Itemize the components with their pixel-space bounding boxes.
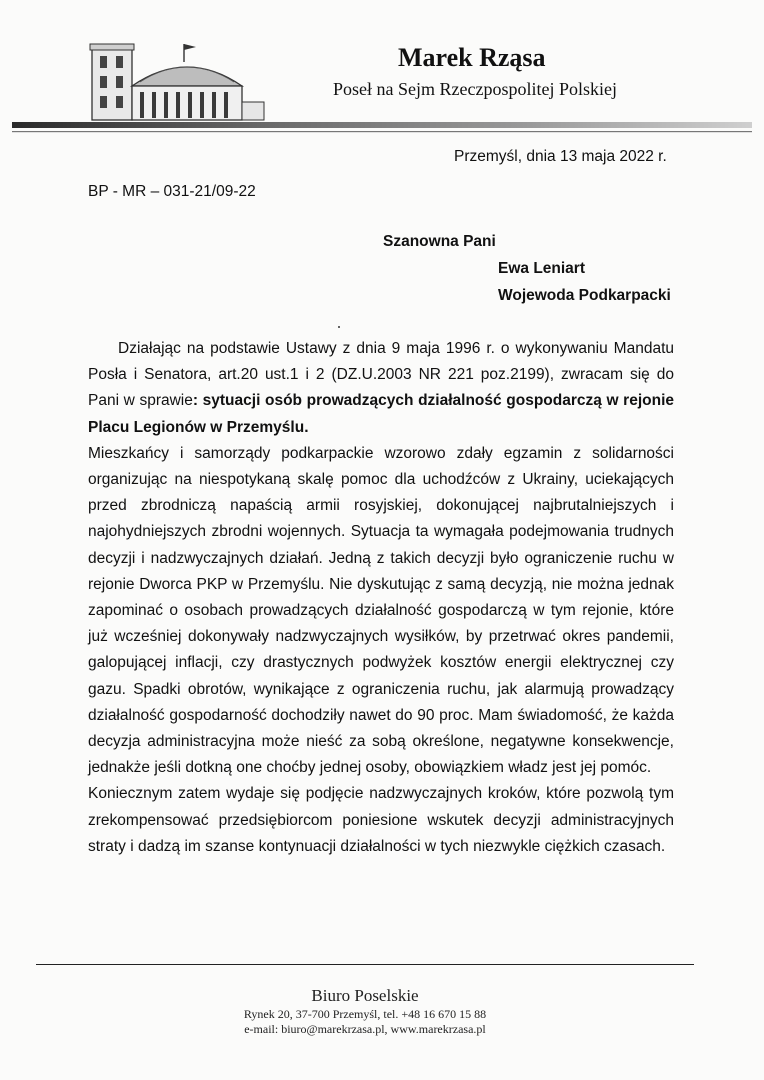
author-name: Marek Rząsa (398, 43, 546, 72)
footer-title: Biuro Poselskie (311, 986, 419, 1005)
footer-contact: e-mail: biuro@marekrzasa.pl, www.marekrzasa.pl (244, 1022, 486, 1036)
recipient-title: Wojewoda Podkarpacki (498, 287, 671, 304)
salutation: Szanowna Pani (383, 233, 496, 250)
body-paragraph-1 (88, 336, 674, 441)
body-paragraph-1-subject: : sytuacji osób prowadzących działalność gospodarczą w rejonie Placu Legionów w Przemyślu. (88, 392, 674, 436)
letter-body (88, 336, 674, 860)
body-paragraph-1-text: Działając na podstawie Ustawy z dnia 9 maja 1996 r. o wykonywaniu Mandatu Posła i Senatora, art.20 ust.1 i 2 (DZ.U.2003 NR 221 poz.2199), zwracam się do Pani w sprawie (88, 340, 674, 410)
scan-speck (338, 326, 340, 328)
author-title: Poseł na Sejm Rzeczpospolitej Polskiej (333, 79, 617, 99)
body-paragraph-3: Koniecznym zatem wydaje się podjęcie nadzwyczajnych kroków, które pozwolą tym zrekompensować przedsiębiorcom poniesione wskutek decyzji administracyjnych straty i dadzą im szanse kontynuacji działalności w tych niezwykle ciężkich czasach. (88, 785, 674, 855)
letter-date: Przemyśl, dnia 13 maja 2022 r. (454, 148, 667, 165)
footer-divider (36, 964, 694, 965)
letterhead (0, 0, 764, 140)
reference-number: BP - MR – 031-21/09-22 (88, 183, 256, 200)
recipient-name: Ewa Leniart (498, 260, 585, 277)
footer-address: Rynek 20, 37-700 Przemyśl, tel. +48 16 670 15 88 (243, 1007, 487, 1021)
body-paragraph-2: Mieszkańcy i samorządy podkarpackie wzorowo zdały egzamin z solidarności organizując na niespotykaną skalę pomoc dla uchodźców z Ukrainy, uciekających przed zbrodniczą napaścią armii rosyjskiej, dokonującej najbrutalniejszych i najohydniejszych zbrodni wojennych. Sytuacja ta wymagała podejmowania trudnych decyzji i nadzwyczajnych działań. Jedną z takich decyzji było ograniczenie ruchu w rejonie Dworca PKP w Przemyślu. Nie dyskutując z samą decyzją, nie można jednak zapominać o osobach prowadzących działalność gospodarczą w tym rejonie, które już wcześniej dokonywały nadzwyczajnych wysiłków, by przetrwać okres pandemii, galopującej inflacji, czy drastycznych podwyżek kosztów energii elektrycznej czy gazu. Spadki obrotów, wynikające z ograniczenia ruchu, jak alarmują prowadzący działalność gospodarność dochodziły nawet do 90 proc. Mam świadomość, że każda decyzja administracyjna może nieść za sobą określone, negatywne konsekwencje, jednakże jeśli dotkną one choćby jednej osoby, obowiązkiem władz jest jej pomóc. (88, 444, 674, 777)
